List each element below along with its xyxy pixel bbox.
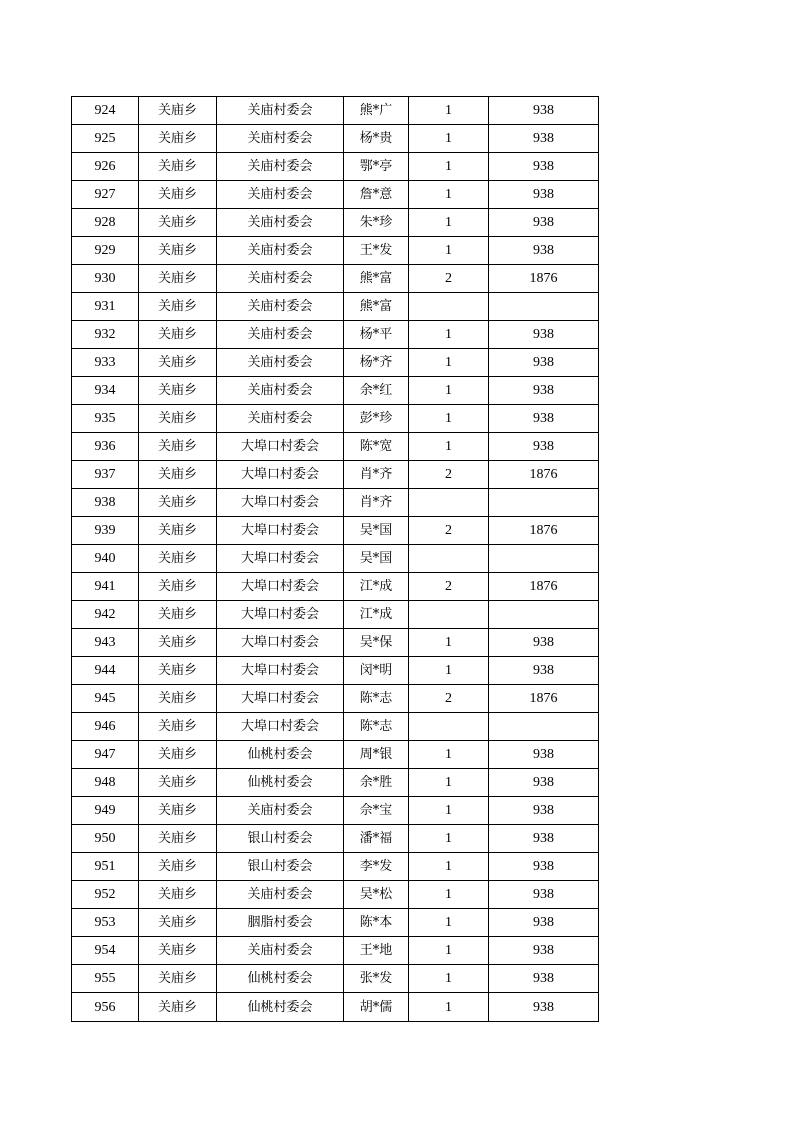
- table-body: [72, 97, 599, 1022]
- village-committee-cell: 关庙村委会: [217, 293, 344, 321]
- table-row: [72, 909, 599, 937]
- township-cell: 关庙乡: [139, 433, 217, 461]
- people-count-cell: 1: [409, 349, 489, 377]
- people-count-cell: 2: [409, 573, 489, 601]
- township-cell: 关庙乡: [139, 881, 217, 909]
- amount-cell: 938: [489, 97, 599, 125]
- table-row: [72, 713, 599, 741]
- village-committee-cell: 关庙村委会: [217, 349, 344, 377]
- township-cell: 关庙乡: [139, 293, 217, 321]
- person-name-cell: 闵*明: [344, 657, 409, 685]
- person-name-cell: 肖*齐: [344, 489, 409, 517]
- people-count-cell: 1: [409, 181, 489, 209]
- township-cell: 关庙乡: [139, 769, 217, 797]
- table-row: [72, 293, 599, 321]
- amount-cell: 938: [489, 657, 599, 685]
- table-row: [72, 573, 599, 601]
- township-cell: 关庙乡: [139, 237, 217, 265]
- people-count-cell: 1: [409, 405, 489, 433]
- person-name-cell: 王*发: [344, 237, 409, 265]
- township-cell: 关庙乡: [139, 601, 217, 629]
- village-committee-cell: 大埠口村委会: [217, 461, 344, 489]
- village-committee-cell: 仙桃村委会: [217, 741, 344, 769]
- village-committee-cell: 大埠口村委会: [217, 573, 344, 601]
- row-number-cell: 937: [72, 461, 139, 489]
- township-cell: 关庙乡: [139, 909, 217, 937]
- township-cell: 关庙乡: [139, 685, 217, 713]
- table-row: [72, 181, 599, 209]
- table-row: [72, 349, 599, 377]
- person-name-cell: 杨*贵: [344, 125, 409, 153]
- row-number-cell: 945: [72, 685, 139, 713]
- village-committee-cell: 大埠口村委会: [217, 629, 344, 657]
- row-number-cell: 933: [72, 349, 139, 377]
- table-row: [72, 489, 599, 517]
- people-count-cell: 1: [409, 657, 489, 685]
- row-number-cell: 950: [72, 825, 139, 853]
- amount-cell: 938: [489, 797, 599, 825]
- table-row: [72, 405, 599, 433]
- person-name-cell: 余*红: [344, 377, 409, 405]
- table-row: [72, 993, 599, 1022]
- people-count-cell: 1: [409, 909, 489, 937]
- township-cell: 关庙乡: [139, 741, 217, 769]
- village-committee-cell: 大埠口村委会: [217, 657, 344, 685]
- person-name-cell: 彭*珍: [344, 405, 409, 433]
- person-name-cell: 鄂*亭: [344, 153, 409, 181]
- village-committee-cell: 关庙村委会: [217, 405, 344, 433]
- township-cell: 关庙乡: [139, 265, 217, 293]
- people-count-cell: 1: [409, 769, 489, 797]
- row-number-cell: 956: [72, 993, 139, 1022]
- people-count-cell: 1: [409, 965, 489, 993]
- people-count-cell: 1: [409, 629, 489, 657]
- township-cell: 关庙乡: [139, 125, 217, 153]
- table-row: [72, 153, 599, 181]
- person-name-cell: 王*地: [344, 937, 409, 965]
- people-count-cell: 1: [409, 321, 489, 349]
- township-cell: 关庙乡: [139, 517, 217, 545]
- township-cell: 关庙乡: [139, 657, 217, 685]
- amount-cell: 1876: [489, 461, 599, 489]
- people-count-cell: 1: [409, 797, 489, 825]
- village-committee-cell: 关庙村委会: [217, 265, 344, 293]
- people-count-cell: 1: [409, 937, 489, 965]
- table-row: [72, 97, 599, 125]
- amount-cell: [489, 545, 599, 573]
- person-name-cell: 吴*保: [344, 629, 409, 657]
- row-number-cell: 954: [72, 937, 139, 965]
- people-count-cell: 1: [409, 237, 489, 265]
- people-count-cell: [409, 713, 489, 741]
- person-name-cell: 陈*志: [344, 713, 409, 741]
- person-name-cell: 吴*国: [344, 517, 409, 545]
- person-name-cell: 杨*齐: [344, 349, 409, 377]
- person-name-cell: 江*成: [344, 573, 409, 601]
- table-row: [72, 657, 599, 685]
- township-cell: 关庙乡: [139, 573, 217, 601]
- people-count-cell: 2: [409, 517, 489, 545]
- person-name-cell: 熊*富: [344, 265, 409, 293]
- table-row: [72, 797, 599, 825]
- people-count-cell: [409, 293, 489, 321]
- person-name-cell: 胡*儒: [344, 993, 409, 1022]
- person-name-cell: 吴*国: [344, 545, 409, 573]
- township-cell: 关庙乡: [139, 321, 217, 349]
- township-cell: 关庙乡: [139, 377, 217, 405]
- village-committee-cell: 大埠口村委会: [217, 545, 344, 573]
- table-row: [72, 377, 599, 405]
- village-committee-cell: 大埠口村委会: [217, 517, 344, 545]
- village-committee-cell: 关庙村委会: [217, 97, 344, 125]
- table-row: [72, 125, 599, 153]
- township-cell: 关庙乡: [139, 181, 217, 209]
- village-committee-cell: 仙桃村委会: [217, 993, 344, 1022]
- row-number-cell: 947: [72, 741, 139, 769]
- amount-cell: 938: [489, 153, 599, 181]
- table-row: [72, 321, 599, 349]
- table-row: [72, 853, 599, 881]
- table-row: [72, 937, 599, 965]
- village-committee-cell: 仙桃村委会: [217, 965, 344, 993]
- township-cell: 关庙乡: [139, 629, 217, 657]
- village-committee-cell: 关庙村委会: [217, 209, 344, 237]
- township-cell: 关庙乡: [139, 405, 217, 433]
- township-cell: 关庙乡: [139, 461, 217, 489]
- people-count-cell: 2: [409, 461, 489, 489]
- person-name-cell: 江*成: [344, 601, 409, 629]
- village-committee-cell: 关庙村委会: [217, 881, 344, 909]
- row-number-cell: 929: [72, 237, 139, 265]
- amount-cell: 938: [489, 181, 599, 209]
- person-name-cell: 陈*本: [344, 909, 409, 937]
- amount-cell: 938: [489, 909, 599, 937]
- person-name-cell: 潘*福: [344, 825, 409, 853]
- people-count-cell: 1: [409, 825, 489, 853]
- table-row: [72, 825, 599, 853]
- village-committee-cell: 大埠口村委会: [217, 489, 344, 517]
- people-count-cell: 1: [409, 125, 489, 153]
- people-count-cell: 1: [409, 97, 489, 125]
- person-name-cell: 周*银: [344, 741, 409, 769]
- person-name-cell: 肖*齐: [344, 461, 409, 489]
- row-number-cell: 940: [72, 545, 139, 573]
- amount-cell: 938: [489, 433, 599, 461]
- township-cell: 关庙乡: [139, 797, 217, 825]
- table-row: [72, 685, 599, 713]
- people-count-cell: 1: [409, 853, 489, 881]
- row-number-cell: 927: [72, 181, 139, 209]
- people-count-cell: [409, 545, 489, 573]
- amount-cell: 1876: [489, 265, 599, 293]
- amount-cell: 938: [489, 209, 599, 237]
- people-count-cell: 1: [409, 209, 489, 237]
- people-count-cell: 1: [409, 993, 489, 1022]
- row-number-cell: 925: [72, 125, 139, 153]
- table-row: [72, 517, 599, 545]
- row-number-cell: 926: [72, 153, 139, 181]
- row-number-cell: 938: [72, 489, 139, 517]
- row-number-cell: 930: [72, 265, 139, 293]
- amount-cell: 1876: [489, 517, 599, 545]
- amount-cell: [489, 489, 599, 517]
- row-number-cell: 935: [72, 405, 139, 433]
- table-row: [72, 965, 599, 993]
- village-committee-cell: 关庙村委会: [217, 125, 344, 153]
- village-committee-cell: 银山村委会: [217, 853, 344, 881]
- amount-cell: 938: [489, 741, 599, 769]
- people-count-cell: 2: [409, 685, 489, 713]
- people-count-cell: 1: [409, 377, 489, 405]
- table-row: [72, 265, 599, 293]
- person-name-cell: 熊*富: [344, 293, 409, 321]
- amount-cell: 938: [489, 321, 599, 349]
- amount-cell: 938: [489, 769, 599, 797]
- table-row: [72, 741, 599, 769]
- amount-cell: 938: [489, 965, 599, 993]
- village-committee-cell: 关庙村委会: [217, 321, 344, 349]
- village-committee-cell: 关庙村委会: [217, 937, 344, 965]
- row-number-cell: 928: [72, 209, 139, 237]
- table-row: [72, 881, 599, 909]
- person-name-cell: 吴*松: [344, 881, 409, 909]
- people-count-cell: 1: [409, 433, 489, 461]
- village-committee-cell: 银山村委会: [217, 825, 344, 853]
- amount-cell: 938: [489, 405, 599, 433]
- row-number-cell: 944: [72, 657, 139, 685]
- village-committee-cell: 关庙村委会: [217, 237, 344, 265]
- village-committee-cell: 大埠口村委会: [217, 713, 344, 741]
- table-row: [72, 769, 599, 797]
- township-cell: 关庙乡: [139, 349, 217, 377]
- row-number-cell: 924: [72, 97, 139, 125]
- amount-cell: 938: [489, 937, 599, 965]
- village-committee-cell: 仙桃村委会: [217, 769, 344, 797]
- amount-cell: 938: [489, 993, 599, 1022]
- table-row: [72, 209, 599, 237]
- township-cell: 关庙乡: [139, 153, 217, 181]
- person-name-cell: 陈*宽: [344, 433, 409, 461]
- village-committee-cell: 关庙村委会: [217, 377, 344, 405]
- people-count-cell: 1: [409, 153, 489, 181]
- amount-cell: 1876: [489, 573, 599, 601]
- people-count-cell: [409, 489, 489, 517]
- village-committee-cell: 关庙村委会: [217, 153, 344, 181]
- row-number-cell: 939: [72, 517, 139, 545]
- amount-cell: 938: [489, 377, 599, 405]
- person-name-cell: 陈*志: [344, 685, 409, 713]
- row-number-cell: 941: [72, 573, 139, 601]
- amount-cell: 938: [489, 125, 599, 153]
- row-number-cell: 934: [72, 377, 139, 405]
- amount-cell: 938: [489, 881, 599, 909]
- table-row: [72, 545, 599, 573]
- row-number-cell: 955: [72, 965, 139, 993]
- village-committee-cell: 关庙村委会: [217, 797, 344, 825]
- amount-cell: 938: [489, 349, 599, 377]
- row-number-cell: 951: [72, 853, 139, 881]
- people-count-cell: 2: [409, 265, 489, 293]
- person-name-cell: 詹*意: [344, 181, 409, 209]
- person-name-cell: 李*发: [344, 853, 409, 881]
- row-number-cell: 952: [72, 881, 139, 909]
- person-name-cell: 张*发: [344, 965, 409, 993]
- row-number-cell: 936: [72, 433, 139, 461]
- township-cell: 关庙乡: [139, 825, 217, 853]
- row-number-cell: 932: [72, 321, 139, 349]
- person-name-cell: 佘*宝: [344, 797, 409, 825]
- amount-cell: 1876: [489, 685, 599, 713]
- table-row: [72, 461, 599, 489]
- township-cell: 关庙乡: [139, 97, 217, 125]
- person-name-cell: 朱*珍: [344, 209, 409, 237]
- township-cell: 关庙乡: [139, 713, 217, 741]
- people-count-cell: [409, 601, 489, 629]
- township-cell: 关庙乡: [139, 545, 217, 573]
- township-cell: 关庙乡: [139, 209, 217, 237]
- row-number-cell: 942: [72, 601, 139, 629]
- amount-cell: 938: [489, 237, 599, 265]
- village-committee-cell: 关庙村委会: [217, 181, 344, 209]
- table-row: [72, 237, 599, 265]
- amount-cell: [489, 713, 599, 741]
- amount-cell: 938: [489, 825, 599, 853]
- table-row: [72, 433, 599, 461]
- amount-cell: [489, 601, 599, 629]
- people-count-cell: 1: [409, 741, 489, 769]
- township-cell: 关庙乡: [139, 993, 217, 1022]
- amount-cell: 938: [489, 629, 599, 657]
- amount-cell: [489, 293, 599, 321]
- table-row: [72, 601, 599, 629]
- village-committee-cell: 大埠口村委会: [217, 685, 344, 713]
- township-cell: 关庙乡: [139, 937, 217, 965]
- amount-cell: 938: [489, 853, 599, 881]
- person-name-cell: 余*胜: [344, 769, 409, 797]
- row-number-cell: 953: [72, 909, 139, 937]
- row-number-cell: 949: [72, 797, 139, 825]
- village-committee-cell: 大埠口村委会: [217, 601, 344, 629]
- row-number-cell: 931: [72, 293, 139, 321]
- people-count-cell: 1: [409, 881, 489, 909]
- village-committee-cell: 大埠口村委会: [217, 433, 344, 461]
- row-number-cell: 946: [72, 713, 139, 741]
- row-number-cell: 948: [72, 769, 139, 797]
- township-cell: 关庙乡: [139, 489, 217, 517]
- person-name-cell: 杨*平: [344, 321, 409, 349]
- row-number-cell: 943: [72, 629, 139, 657]
- beneficiary-table: [71, 96, 599, 1022]
- table-row: [72, 629, 599, 657]
- person-name-cell: 熊*广: [344, 97, 409, 125]
- township-cell: 关庙乡: [139, 965, 217, 993]
- village-committee-cell: 胭脂村委会: [217, 909, 344, 937]
- township-cell: 关庙乡: [139, 853, 217, 881]
